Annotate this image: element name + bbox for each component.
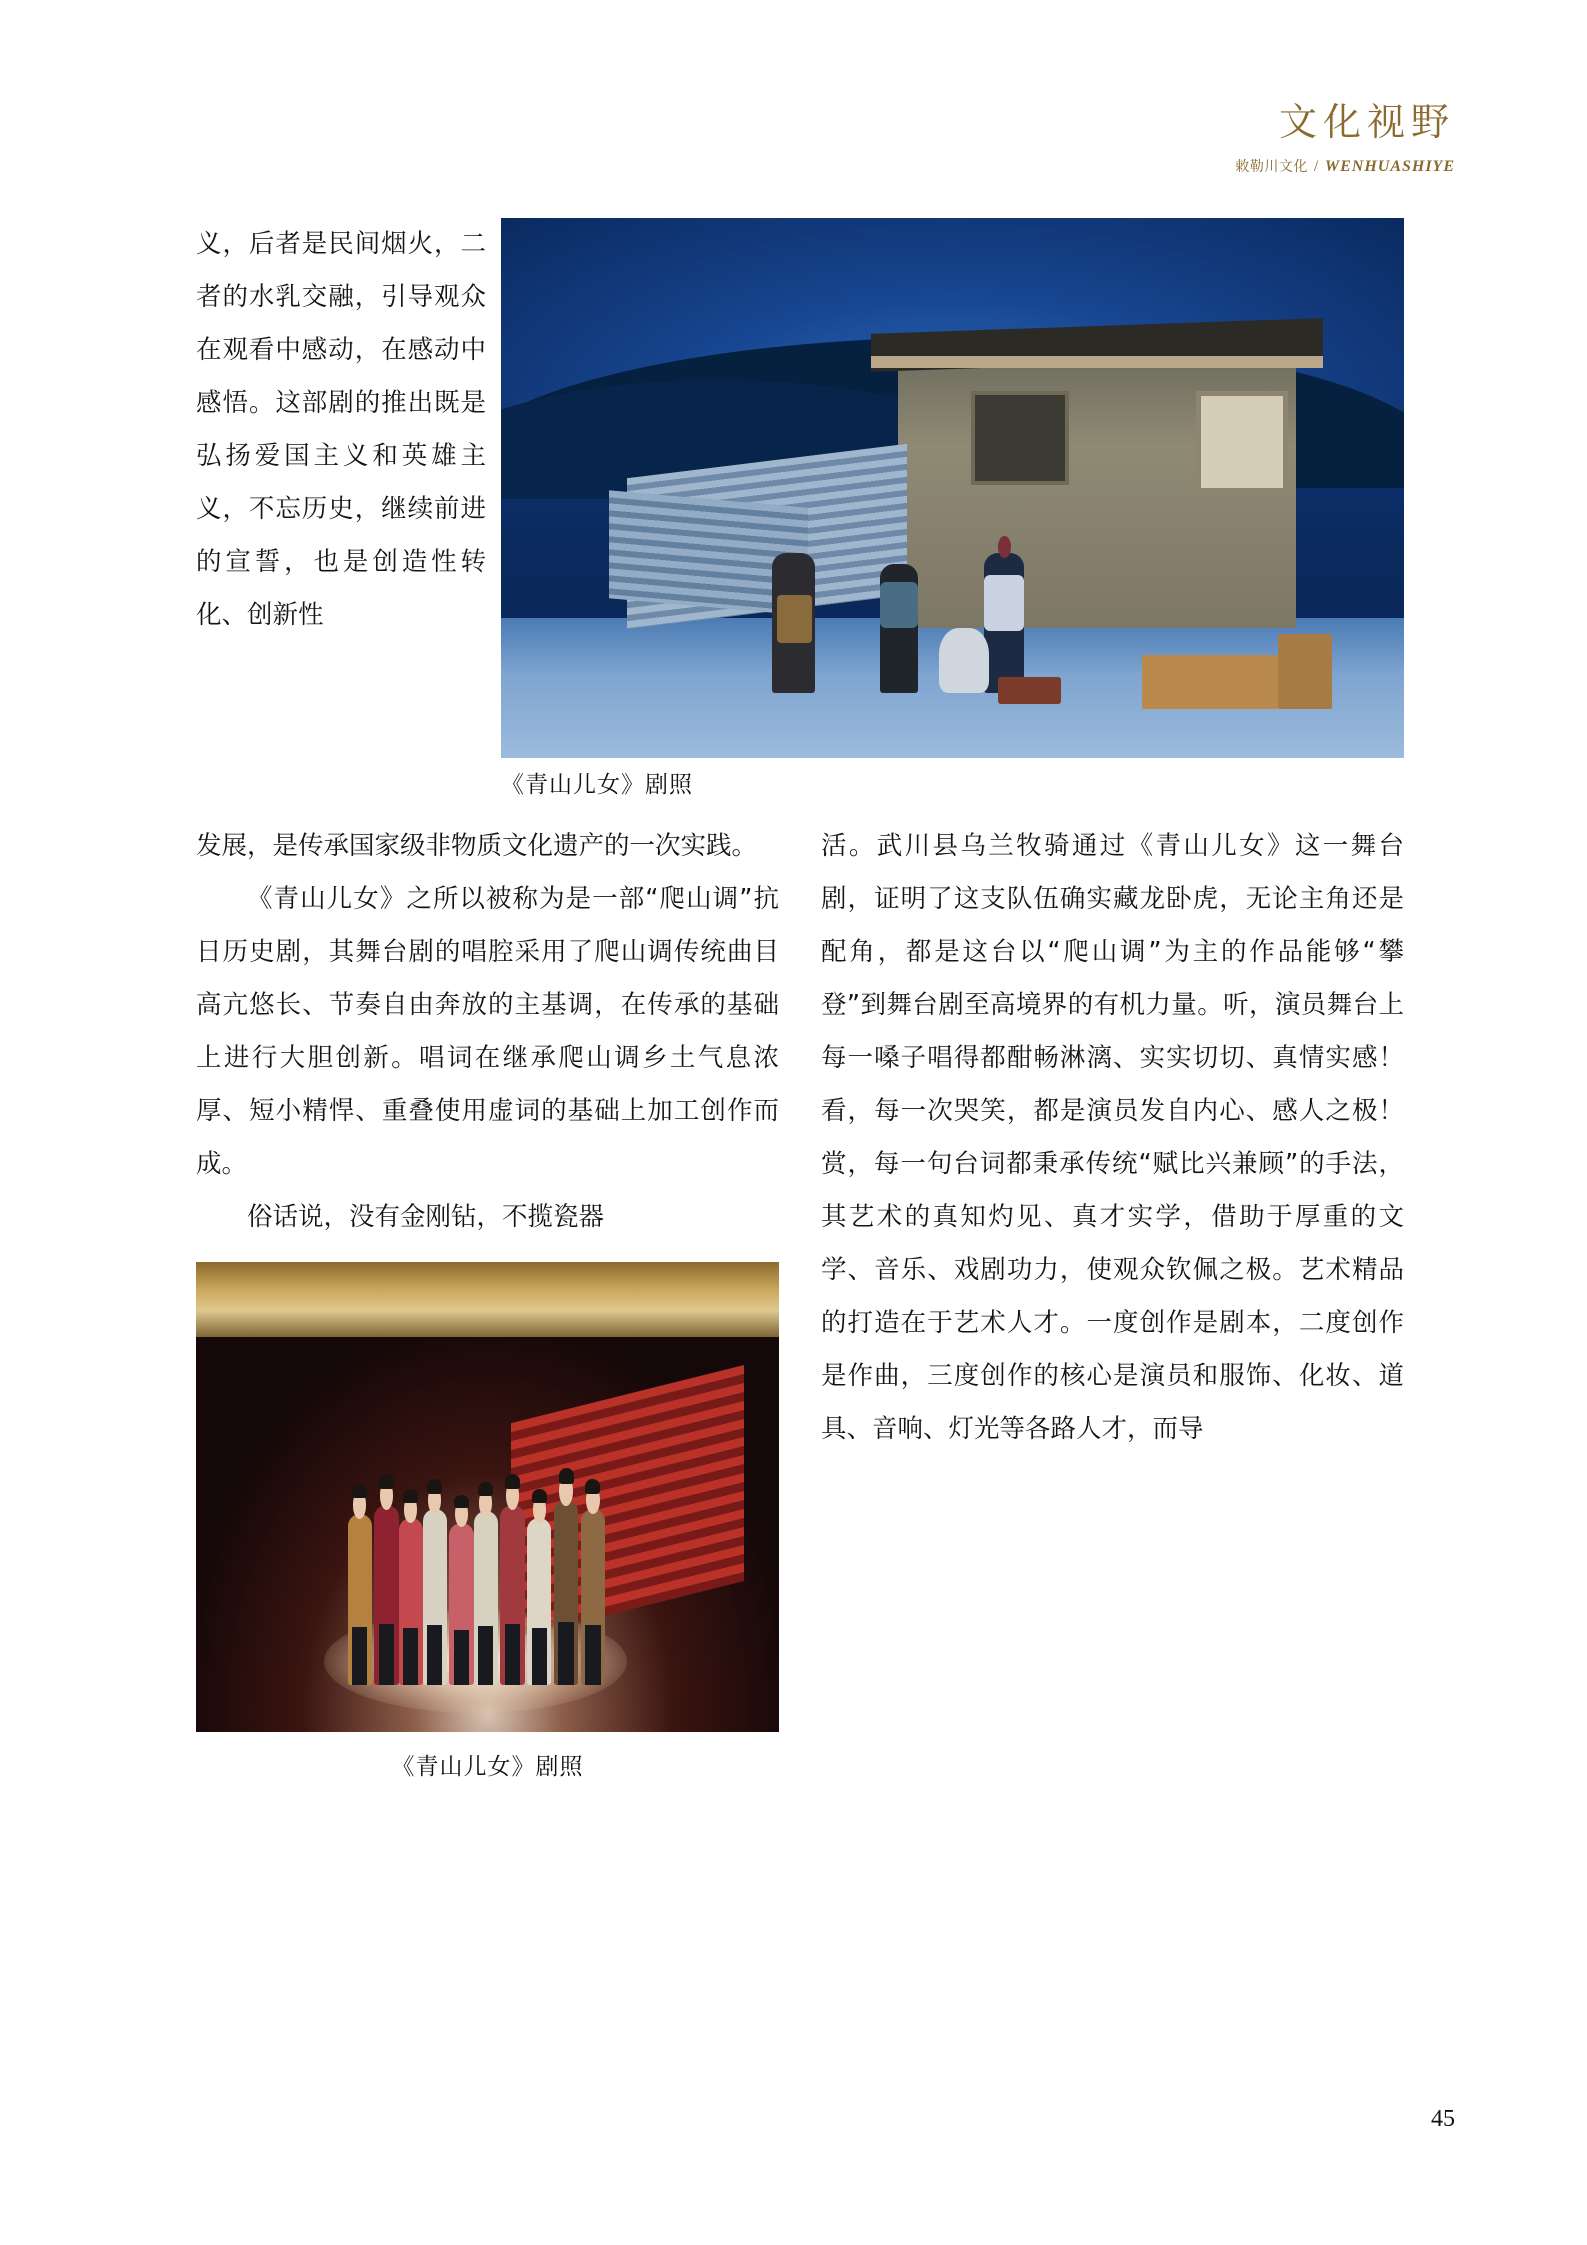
actor-head [455, 1501, 469, 1527]
actor-legs [558, 1622, 573, 1685]
ensemble-actor [474, 1511, 498, 1685]
figure-top-image [501, 218, 1404, 758]
stage-actor-right [984, 553, 1024, 693]
paragraph-left-3: 俗话说，没有金刚钻，不揽瓷器 [247, 1202, 605, 1232]
ensemble-actor [374, 1505, 398, 1685]
ensemble-actor [581, 1509, 605, 1685]
actor-head [479, 1489, 493, 1517]
ensemble-actor [500, 1505, 524, 1685]
actor-legs [352, 1627, 367, 1685]
actor-head [380, 1481, 394, 1510]
stage-house-roof-edge [871, 356, 1323, 368]
two-column-region [196, 820, 1404, 1781]
left-column [196, 820, 779, 1781]
stage-backdrop-grass [196, 1262, 779, 1342]
actor-head [506, 1481, 520, 1510]
header-subtitle-cn: 敕勒川文化 [1235, 158, 1308, 175]
actor-legs [379, 1624, 394, 1685]
ensemble-actor [554, 1500, 578, 1685]
paragraph-left-2: 《青山儿女》之所以被称为是一部“爬山调”抗日历史剧，其舞台剧的唱腔采用了爬山调传统曲目高亢悠长、节奏自由奔放的主基调，在传承的基础上进行大胆创新。唱词在继承爬山调乡土气息浓厚、短小精悍、重叠使用虚词的基础上加工创作而成。 [196, 884, 779, 1179]
actor-head [404, 1496, 418, 1523]
actor-legs [427, 1625, 442, 1685]
ensemble-actor [449, 1523, 473, 1685]
actor-legs [505, 1624, 520, 1685]
page-number: 45 [1431, 2106, 1455, 2132]
stage-illustration-top [501, 218, 1404, 758]
actor-legs [454, 1630, 469, 1685]
paragraph-left-1: 发展，是传承国家级非物质文化遗产的一次实践。 [196, 831, 758, 861]
actor-legs [478, 1626, 493, 1685]
figure-top-caption: 《青山儿女》剧照 [501, 772, 693, 798]
header-subtitle-slash: / [1313, 157, 1319, 175]
stage-actor-middle [880, 564, 918, 694]
ensemble-actor [527, 1518, 551, 1685]
stage-prop-sack [939, 628, 989, 693]
stage-ensemble-group [348, 1459, 616, 1685]
right-column [821, 820, 1404, 1781]
actor-legs [403, 1628, 418, 1685]
stage-lattice-window [971, 391, 1069, 485]
ensemble-actor [423, 1509, 447, 1685]
stage-prop-table [1142, 655, 1277, 709]
header-subtitle [1035, 156, 1455, 176]
header-title: 文化视野 [1278, 100, 1455, 144]
stage-paper-window [1196, 391, 1287, 493]
figure-bottom-caption: 《青山儿女》剧照 [391, 1754, 584, 1780]
ensemble-actor [348, 1514, 372, 1685]
stage-illustration-bottom [196, 1262, 779, 1732]
actor-head [428, 1486, 442, 1514]
actor-legs [532, 1628, 547, 1685]
actor-head [353, 1491, 367, 1518]
narrow-text-column [196, 218, 486, 642]
paragraph-narrow: 义，后者是民间烟火，二者的水乳交融，引导观众在观看中感动，在感动中感悟。这部剧的推出既是弘扬爱国主义和英雄主义，不忘历史，继续前进的宣誓，也是创造性转化、创新性 [196, 229, 486, 630]
stage-prop-chair [1278, 634, 1332, 710]
paragraph-right-1: 活。武川县乌兰牧骑通过《青山儿女》这一舞台剧，证明了这支队伍确实藏龙卧虎，无论主角还是配角，都是这台以“爬山调”为主的作品能够“攀登”到舞台剧至高境界的有机力量。听，演员舞台上每一嗓子唱得都酣畅淋漓、实实切切、真情实感！看，每一次哭笑，都是演员发自内心、感人之极！赏，每一句台词都秉承传统“赋比兴兼顾”的手法，其艺术的真知灼见、真才实学，借助于厚重的文学、音乐、戏剧功力，使观众钦佩之极。艺术精品的打造在于艺术人才。一度创作是剧本，二度创作是作曲，三度创作的核心是演员和服饰、化妆、道具、音响、灯光等各路人才，而导 [821, 831, 1404, 1444]
page-body [196, 218, 1404, 1781]
stage-actor-left [772, 553, 815, 693]
page-header [1035, 100, 1455, 176]
top-zone [196, 218, 1404, 814]
figure-bottom-image [196, 1262, 779, 1732]
actor-legs [585, 1625, 600, 1685]
header-subtitle-en: WENHUASHIYE [1324, 157, 1455, 175]
actor-head [559, 1476, 573, 1506]
stage-prop-bench [998, 677, 1061, 704]
actor-head [586, 1486, 600, 1514]
ensemble-actor [399, 1518, 423, 1685]
actor-head [533, 1496, 547, 1523]
